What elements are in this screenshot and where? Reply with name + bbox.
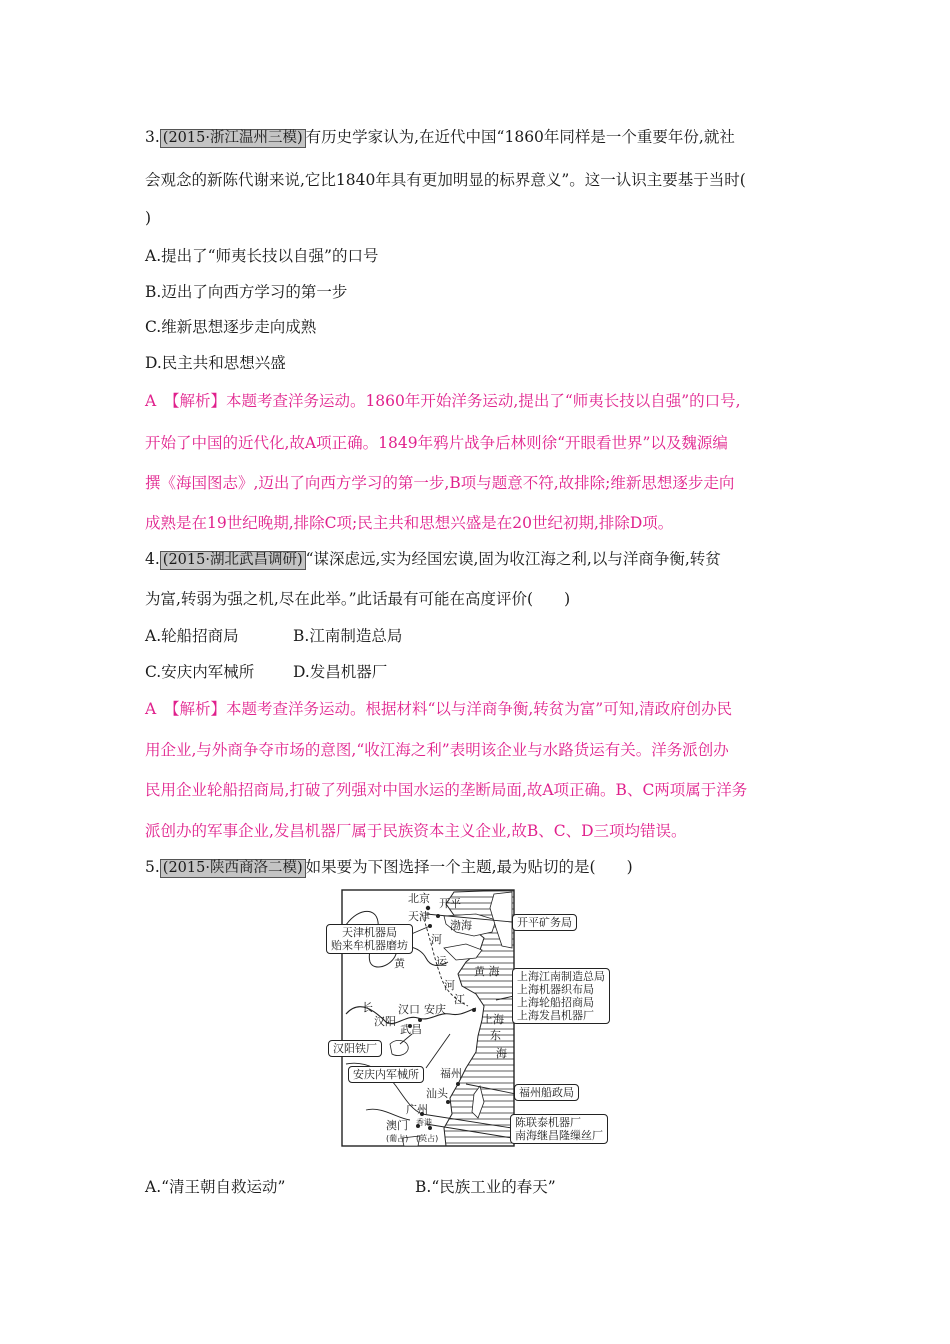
label-hankou: 汉口 [398,1003,420,1016]
box-hanyang-iron: 汉阳铁厂 [328,1040,382,1057]
box-fuzhou-shipyard: 福州船政局 [514,1084,579,1101]
box-kaiping-mining: 开平矿务局 [512,914,577,931]
q4-option-a: A.轮船招商局 [145,627,239,645]
q3-stem-1: 有历史学家认为,在近代中国“1860年同样是一个重要年份,就社 [305,128,735,146]
q3-source-tag: (2015·浙江温州三模) [160,129,306,148]
q4-option-d: D.发昌机器厂 [293,663,388,681]
q3-answer-3: 撰《海国图志》,迈出了向西方学习的第一步,B项与题意不符,故排除;维新思想逐步走向 [145,474,735,492]
q4-number: 4. [145,550,160,568]
label-aomen-note: (葡占) [386,1134,409,1143]
label-xianggang: 香港 [416,1118,432,1127]
q3-option-a: A.提出了“师夷长技以自强”的口号 [145,247,379,265]
q4-answer-3: 民用企业轮船招商局,打破了列强对中国水运的垄断局面,故A项正确。B、C两项属于洋务 [145,781,748,799]
q4-answer-2: 用企业,与外商争夺市场的意图,“收江海之利”表明该企业与水路货运有关。洋务派创办 [145,741,729,759]
q3-stem-3: ) [145,209,152,227]
box-anqing-arsenal: 安庆内军械所 [348,1066,424,1083]
label-he-2: 河 [444,979,455,992]
label-dong: 东 [490,1029,501,1042]
map-figure [326,888,616,1150]
q3-answer-2: 开始了中国的近代化,故A项正确。1849年鸦片战争后林则徐“开眼看世界”以及魏源编 [145,434,728,452]
label-yun: 运 [436,955,447,968]
box-guangzhou-1: 陈联泰机器厂 [515,1116,581,1129]
q4-option-b: B.江南制造总局 [293,627,403,645]
q5-stem-1: 如果要为下图选择一个主题,最为贴切的是( ) [305,858,633,876]
q3-answer-1: A 【解析】本题考查洋务运动。1860年开始洋务运动,提出了“师夷长技以自强”的口号, [145,392,741,410]
label-kaiping: 开平 [439,897,461,910]
q4-source-tag: (2015·湖北武昌调研) [160,551,306,570]
box-tianjin-1: 天津机器局 [342,926,397,939]
label-aomen: 澳门 [386,1119,408,1132]
label-huanghai-2: 海 [488,965,500,978]
box-shanghai-2: 上海机器织布局 [517,983,594,996]
label-wuchang: 武昌 [400,1023,422,1036]
q5-line1 [145,857,633,878]
label-beijing: 北京 [408,892,430,905]
box-shanghai [512,968,610,1024]
box-guangzhou [510,1114,608,1144]
label-bohai: 渤海 [450,919,472,932]
label-huang: 黄 [394,957,405,970]
box-shanghai-1: 上海江南制造总局 [517,970,605,983]
q3-answer-4: 成熟是在19世纪晚期,排除C项;民主共和思想兴盛是在20世纪初期,排除D项。 [145,514,674,532]
label-huanghai [474,966,500,978]
q5-options-ab [145,1177,556,1197]
label-anqing: 安庆 [424,1003,446,1016]
box-shanghai-3: 上海轮船招商局 [517,996,594,1009]
q3-option-b: B.迈出了向西方学习的第一步 [145,283,348,301]
q4-option-c: C.安庆内军械所 [145,663,255,681]
label-hai: 海 [496,1047,507,1060]
q3-stem-2: 会观念的新陈代谢来说,它比1840年具有更加明显的标界意义”。这一认识主要基于当时( [145,171,746,189]
q5-option-b: B.“民族工业的春天” [415,1178,556,1196]
q3-option-c: C.维新思想逐步走向成熟 [145,318,317,336]
label-shanghai: 上海 [482,1013,504,1026]
label-jiang: 江 [454,993,465,1006]
q4-answer-4: 派创办的军事企业,发昌机器厂属于民族资本主义企业,故B、C、D三项均错误。 [145,822,687,840]
label-guangzhou: 广州 [406,1103,428,1116]
label-huanghai-1: 黄 [474,965,485,978]
box-guangzhou-2: 南海继昌隆缫丝厂 [515,1129,603,1142]
box-tianjin [326,924,413,954]
q4-line1 [145,549,721,570]
q3-line1 [145,127,735,148]
q5-option-a: A.“清王朝自救运动” [145,1178,286,1196]
q3-option-d: D.民主共和思想兴盛 [145,354,286,372]
label-hanyang: 汉阳 [374,1015,396,1028]
label-tianjin: 天津 [408,910,430,923]
q4-options-ab [145,626,402,646]
q4-options-cd [145,662,387,682]
label-he: 河 [431,933,442,946]
q3-number: 3. [145,128,160,146]
label-chang: 长 [362,1001,373,1014]
q4-answer-1: A 【解析】本题考查洋务运动。根据材料“以与洋商争衡,转贫为富”可知,清政府创办民 [145,700,733,718]
q5-number: 5. [145,858,160,876]
label-shantou: 汕头 [426,1087,448,1100]
q4-stem-1: “谋深虑远,实为经国宏谟,固为收江海之利,以与洋商争衡,转贫 [305,550,721,568]
q4-stem-2: 为富,转弱为强之机,尽在此举。”此话最有可能在高度评价( ) [145,590,571,608]
q5-source-tag: (2015·陕西商洛二模) [160,859,306,878]
box-tianjin-2: 贻来牟机器磨坊 [331,939,408,952]
box-shanghai-4: 上海发昌机器厂 [517,1009,594,1022]
label-fuzhou: 福州 [440,1067,462,1080]
label-xianggang-note: (英占) [416,1134,439,1143]
